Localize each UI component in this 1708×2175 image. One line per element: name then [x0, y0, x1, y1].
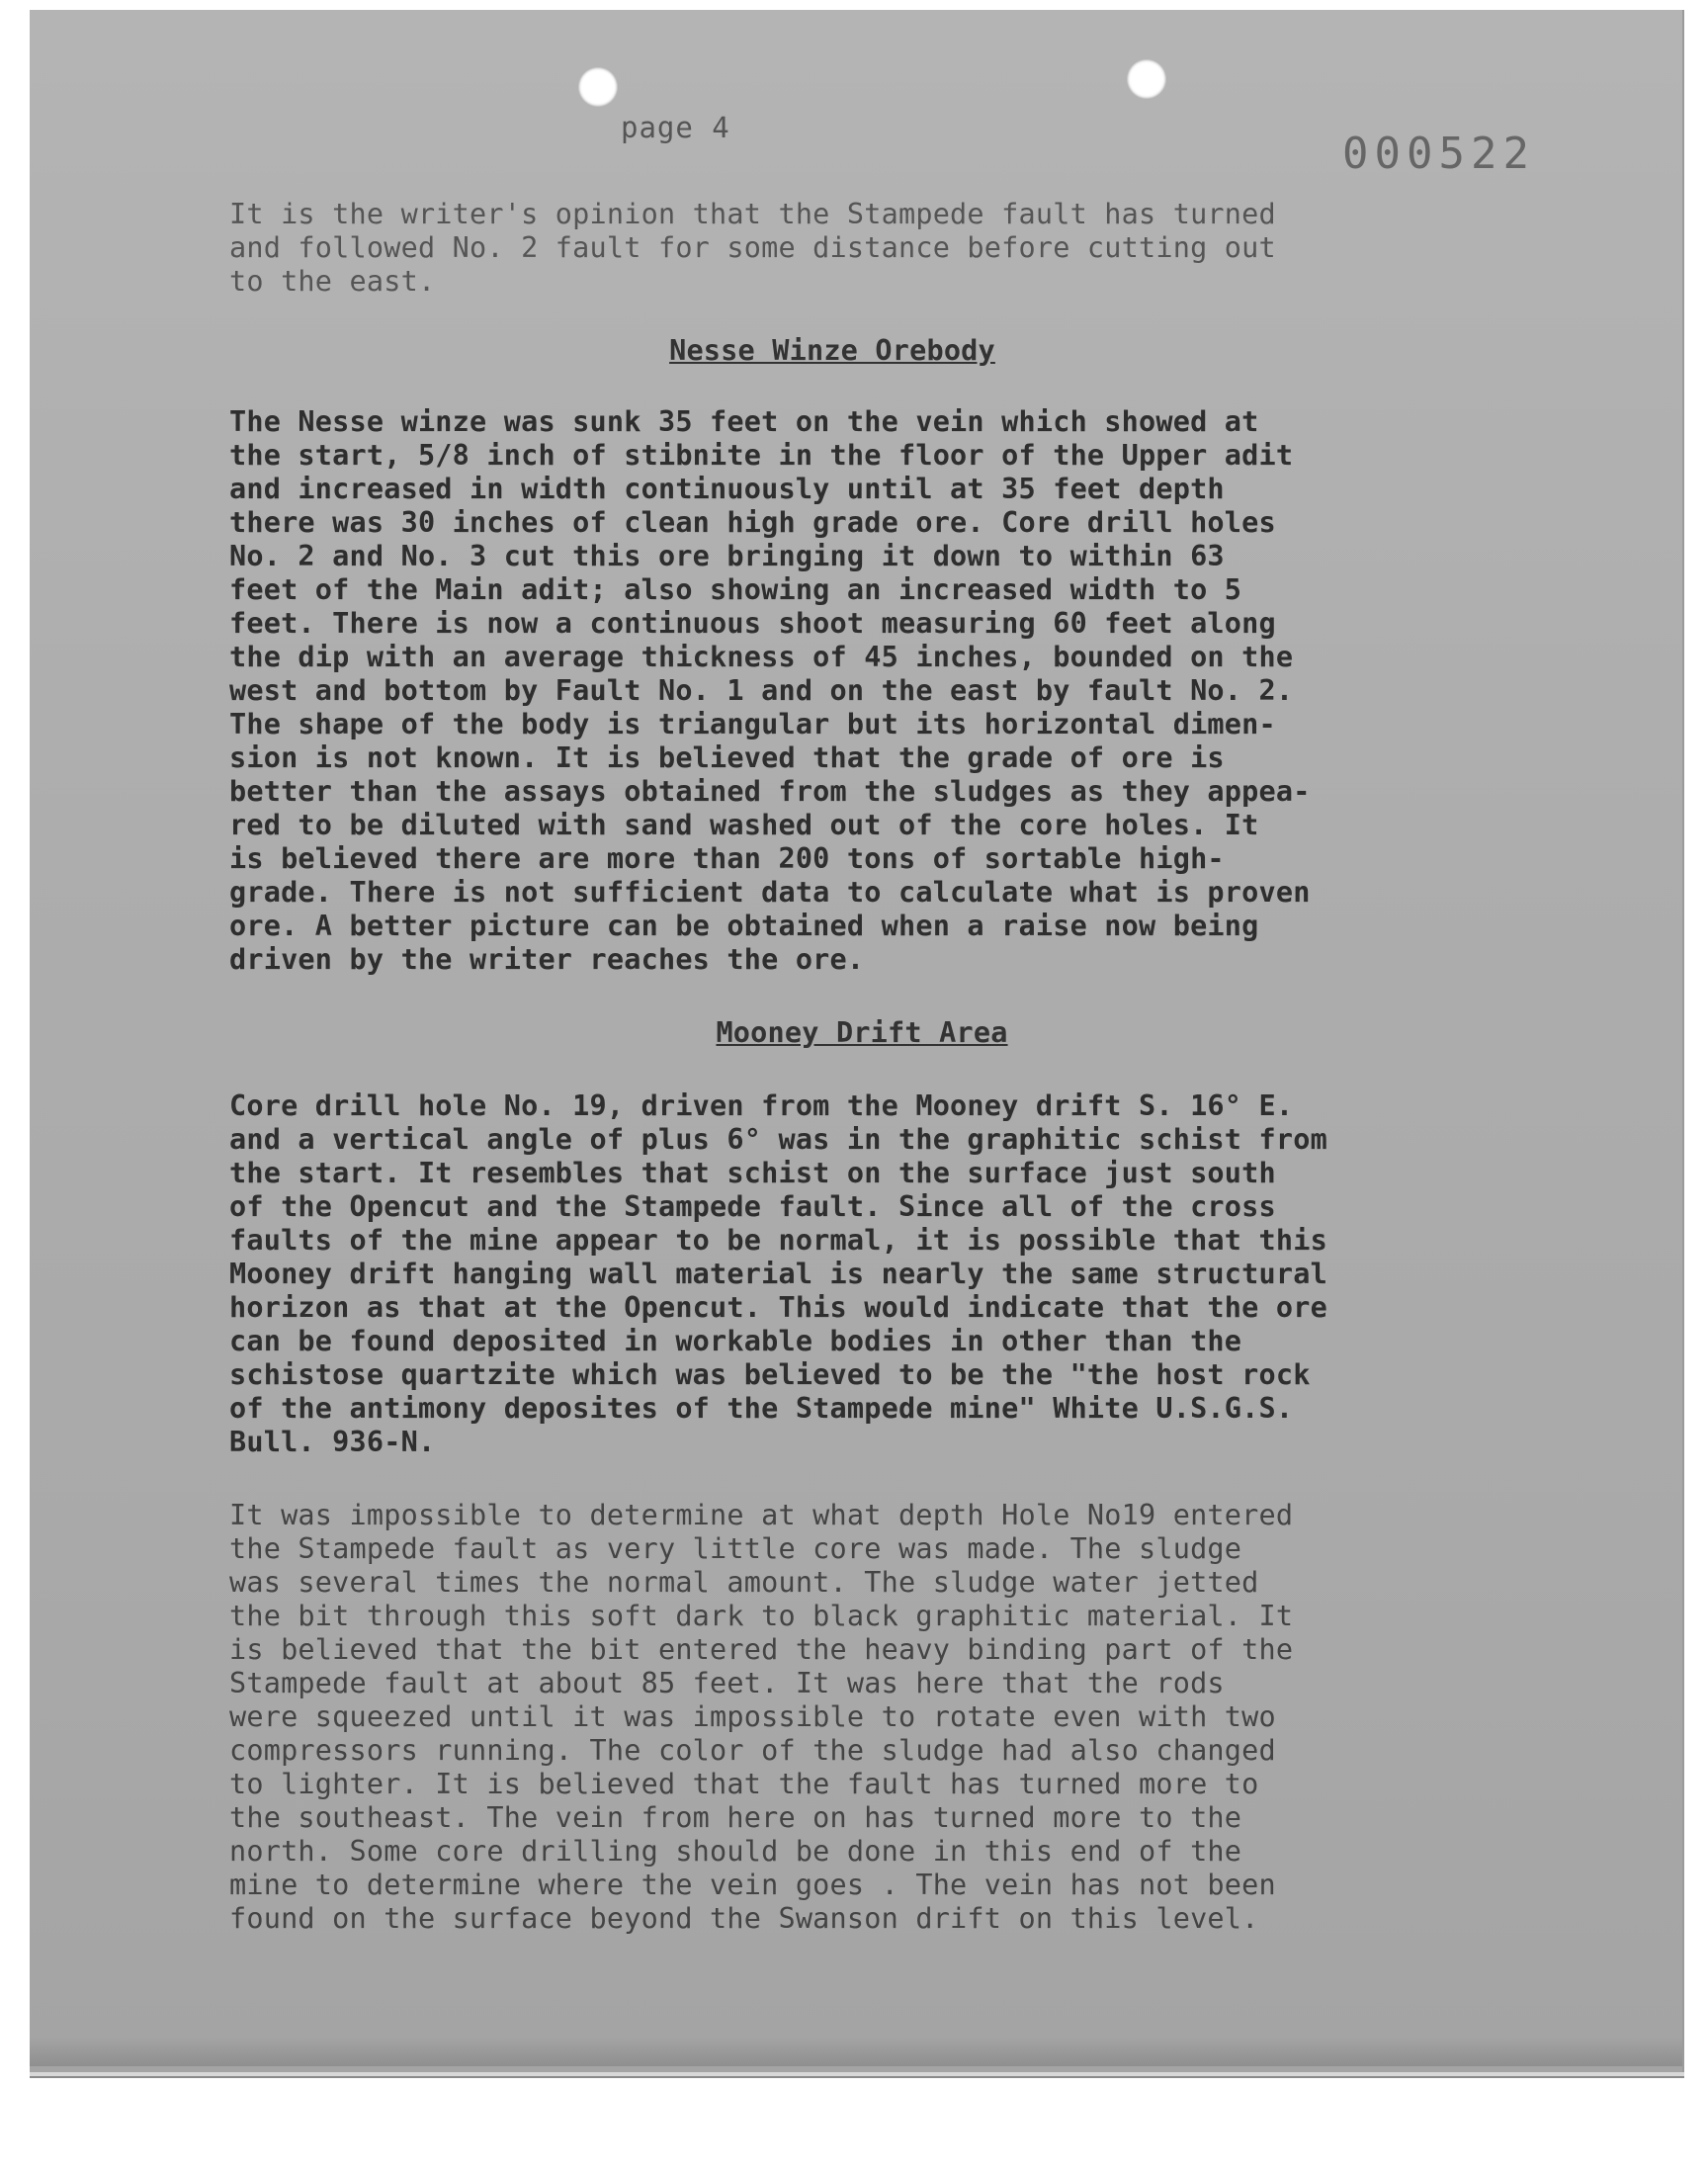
intro-paragraph: It is the writer's opinion that the Stampede fault has turned and followed No. 2 fault for some distance before cutting out to the east.: [229, 198, 1276, 298]
section-heading-nesse-winze: Nesse Winze Orebody: [669, 334, 995, 367]
hole-19-paragraph: It was impossible to determine at what depth Hole No19 entered the Stampede fault as very little core was made. The sludge was several times the normal amount. The sludge water jetted the bit through this soft dark to black graphitic material. It is believed that the bit entered the heavy binding part of the Stampede fault at about 85 feet. It was here that the rods were squeezed until it was impossible to rotate even with two compressors running. The color of the sludge had also changed to lighter. It is believed that the fault has turned more to the southeast. The vein from here on has turned more to the north. Some core drilling should be done in this end of the mine to determine where the vein goes . The vein has not been found on the surface beyond the Swanson drift on this level.: [229, 1499, 1294, 1935]
punch-hole: [1127, 59, 1166, 99]
mooney-drift-paragraph: Core drill hole No. 19, driven from the Mooney drift S. 16° E. and a vertical angle of plus 6° was in the graphitic schist from the start. It resembles that schist on the surface just south of the Opencut and the Stampede fault. Since all of the cross faults of the mine appear to be normal, it is possible that this Mooney drift hanging wall material is nearly the same structural horizon as that at the Opencut. This would indicate that the ore can be found deposited in workable bodies in other than the schistose quartzite which was believed to be the "the host rock of the antimony deposites of the Stampede mine" White U.S.G.S. Bull. 936-N.: [229, 1089, 1327, 1458]
page-number-label: page 4: [621, 111, 730, 144]
punch-hole: [578, 67, 618, 107]
nesse-winze-paragraph: The Nesse winze was sunk 35 feet on the vein which showed at the start, 5/8 inch of stibnite in the floor of the Upper adit and increased in width continuously until at 35 feet depth there was 30 inches of clean high grade ore. Core drill holes No. 2 and No. 3 cut this ore bringing it down to within 63 feet of the Main adit; also showing an increased width to 5 feet. There is now a continuous shoot measuring 60 feet along the dip with an average thickness of 45 inches, bounded on the west and bottom by Fault No. 1 and on the east by fault No. 2. The shape of the body is triangular but its horizontal dimen- sion is not known. It is believed that the grade of ore is better than the assays obtained from the sludges as they appea- red to be diluted with sand washed out of the core holes. It is believed there are more than 200 tons of sortable high- grade. There is not sufficient data to calculate what is proven ore. A better picture can be obtained when a raise now being driven by the writer reaches the ore.: [229, 405, 1311, 976]
document-body: [229, 198, 1554, 1936]
section-heading-mooney-drift: Mooney Drift Area: [716, 1016, 1008, 1049]
document-stamp-number: 000522: [1342, 129, 1535, 179]
page-bottom-edge: [30, 2037, 1682, 2066]
